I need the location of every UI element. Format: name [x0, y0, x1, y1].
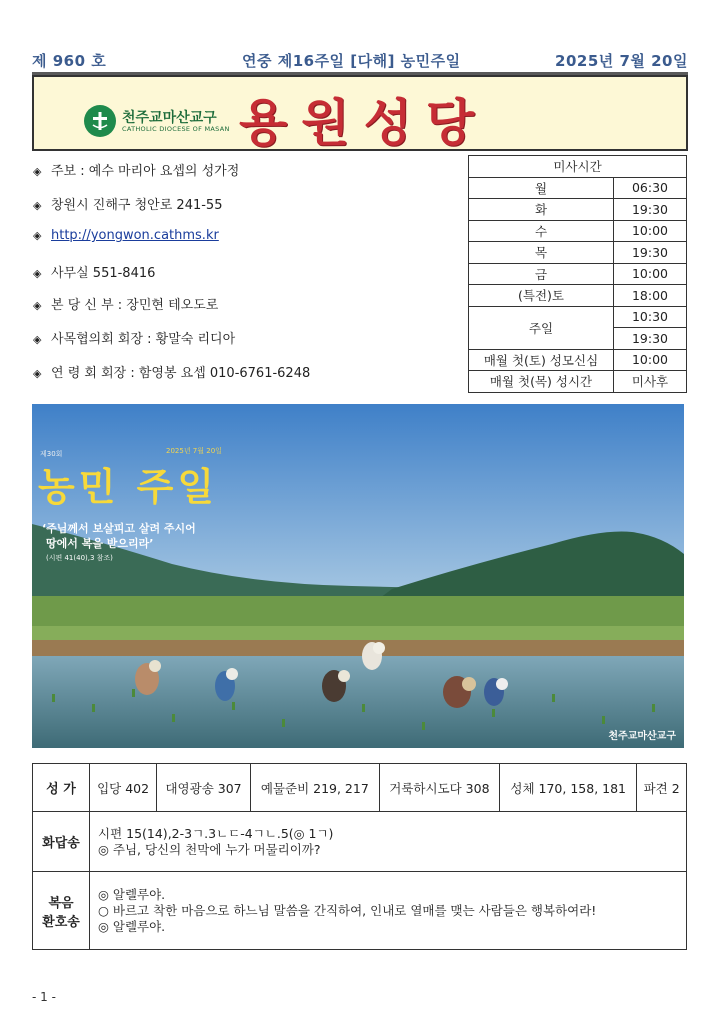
mass-row-sunday: 주일 10:30 [469, 306, 687, 328]
bullet-icon: ◈ [33, 165, 42, 178]
liturgy-table [32, 763, 687, 950]
website-link[interactable]: http://yongwon.cathms.kr [51, 228, 219, 243]
title-banner [32, 75, 688, 151]
info-office: ◈ 사무실 551-8416 [33, 266, 156, 281]
psalm-text: 시편 15(14),2-3ㄱ.3ㄴㄷ-4ㄱㄴ.5(◎ 1ㄱ) ◎ 주님, 당신의 천막에 누가 머물리이까? [90, 812, 687, 872]
mass-row: 금 10:00 [469, 263, 687, 285]
poster-quote: 땅에서 복을 받으리라’ [46, 537, 154, 550]
gospel-acclamation-row [33, 872, 687, 950]
mass-row: 월 06:30 [469, 177, 687, 199]
poster-date: 2025년 7월 20일 [166, 447, 222, 455]
issue-number: 제 960 호 [32, 52, 107, 70]
hymn-entrance: 입당 402 [90, 764, 157, 812]
info-website [33, 228, 219, 250]
bulletin-date: 2025년 7월 20일 [555, 52, 688, 70]
mass-schedule-title: 미사시간 [469, 156, 687, 178]
info-council: ◈ 사목협의회 회장 : 황말숙 리디아 [33, 332, 236, 347]
bulletin-header [32, 48, 688, 70]
mass-row: 매월 첫(목) 성시간 미사후 [469, 371, 687, 393]
info-federation: ◈ 연 령 회 회장 : 함영봉 요셉 010-6761-6248 [33, 366, 311, 381]
psalm-row [33, 812, 687, 872]
bullet-icon: ◈ [33, 267, 42, 280]
mass-row: 화 19:30 [469, 199, 687, 221]
gospel-acclamation-text: ◎ 알렐루야. ○ 바르고 착한 마음으로 하느님 말씀을 간직하여, 인내로 열매를 맺는 사람들은 행복하여라! ◎ 알렐루야. [90, 872, 687, 950]
psalm-label: 화답송 [33, 812, 90, 872]
poster-quote: ‘주님께서 보살피고 살려 주시어 [42, 522, 196, 535]
diocese-cross-logo-icon [84, 105, 116, 137]
bullet-icon: ◈ [33, 367, 42, 380]
mass-row: 매월 첫(토) 성모신심 10:00 [469, 349, 687, 371]
diocese-name: 천주교마산교구 [122, 110, 217, 126]
bullet-icon: ◈ [33, 199, 42, 212]
info-patron: ◈ 주보 : 예수 마리아 요셉의 성가정 [33, 164, 240, 179]
parish-title: 용원성당 [239, 93, 489, 152]
hymn-label: 성 가 [33, 764, 90, 812]
poster-citation: (시편 41(40),3 참조) [46, 554, 113, 562]
hymn-dismissal: 파견 2 [637, 764, 687, 812]
hymn-row [33, 764, 687, 812]
info-address: ◈ 창원시 진해구 청안로 241-55 [33, 198, 223, 213]
farmers-sunday-poster [32, 404, 684, 748]
hymn-sanctus: 거룩하시도다 308 [379, 764, 499, 812]
hymn-communion: 성체 170, 158, 181 [500, 764, 637, 812]
mass-row: 수 10:00 [469, 220, 687, 242]
hymn-offertory: 예물준비 219, 217 [250, 764, 379, 812]
hymn-gloria: 대영광송 307 [157, 764, 251, 812]
mass-schedule-table [468, 155, 687, 393]
mass-row: 목 19:30 [469, 242, 687, 264]
bullet-icon: ◈ [33, 333, 42, 346]
poster-logo: 천주교마산교구 [608, 731, 676, 742]
page-number: - 1 - [32, 990, 56, 1004]
poster-title: 농민 주일 [38, 465, 219, 509]
mass-row: (특전)토 18:00 [469, 285, 687, 307]
info-pastor: ◈ 본 당 신 부 : 장민현 테오도로 [33, 298, 219, 313]
diocese-name-english: CATHOLIC DIOCESE OF MASAN [122, 125, 230, 133]
liturgical-week: 연중 제16주일 [다해] 농민주일 [242, 52, 461, 70]
bullet-icon: ◈ [33, 229, 42, 242]
bullet-icon: ◈ [33, 299, 42, 312]
gospel-acclamation-label: 복음 환호송 [33, 872, 90, 950]
mass-row-sunday: 19:30 [469, 328, 687, 350]
poster-edition: 제30회 [40, 450, 63, 458]
